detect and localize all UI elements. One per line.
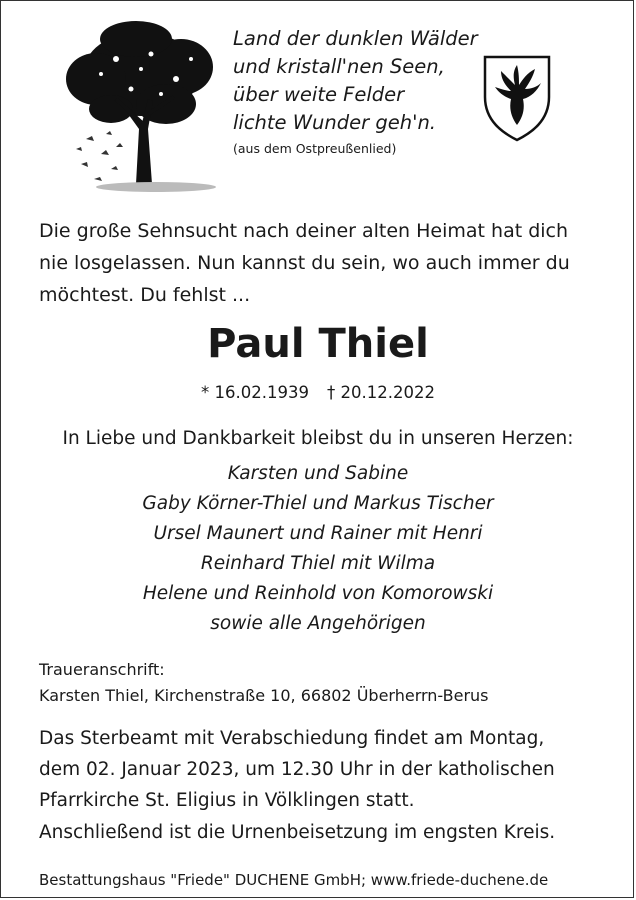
mourner-entry: Helene und Reinhold von Komorowski [142, 583, 494, 604]
intro-line: Die große Sehnsucht nach deiner alten Heimat hat dich [39, 220, 569, 242]
mourners-list [1, 459, 635, 639]
poem [233, 25, 483, 156]
burial-note: Anschließend ist die Urnenbeisetzung im engsten Kreis. [39, 822, 556, 843]
service-line: Pfarrkirche St. Eligius in Völklingen statt. [39, 790, 415, 811]
intro-line: nie losgelassen. Nun kannst du sein, wo auch immer du [39, 252, 570, 274]
tree-icon [56, 19, 226, 194]
funeral-home-footer: Bestattungshaus "Friede" DUCHENE GmbH; www.friede-duchene.de [39, 871, 549, 889]
mourner-entry: sowie alle Angehörigen [210, 613, 426, 634]
mourner-entry: Karsten und Sabine [227, 463, 409, 484]
death-date: † 20.12.2022 [327, 383, 435, 402]
address-label: Traueranschrift: [39, 660, 165, 679]
service-info [39, 723, 609, 816]
poem-line: und kristall'nen Seen, [233, 55, 445, 78]
poem-source: (aus dem Ostpreußenlied) [233, 141, 397, 156]
service-line: dem 02. Januar 2023, um 12.30 Uhr in der katholischen [39, 759, 555, 780]
mourner-entry: Ursel Maunert und Rainer mit Henri [153, 523, 483, 544]
mourner-entry: Gaby Körner-Thiel und Markus Tischer [142, 493, 494, 514]
poem-line: über weite Felder [233, 83, 405, 106]
life-dates [1, 381, 635, 405]
dedication-line: In Liebe und Dankbarkeit bleibst du in unseren Herzen: [62, 428, 574, 449]
intro-text [39, 215, 609, 311]
birth-date: * 16.02.1939 [201, 383, 309, 402]
mourning-address [39, 657, 599, 709]
elk-antler-crest-icon [481, 53, 553, 143]
deceased-name: Paul Thiel [207, 321, 429, 367]
poem-line: Land der dunklen Wälder [233, 27, 478, 50]
poem-line: lichte Wunder geh'n. [233, 111, 436, 134]
service-line: Das Sterbeamt mit Verabschiedung findet am Montag, [39, 728, 545, 749]
address-value: Karsten Thiel, Kirchenstraße 10, 66802 Überherrn-Berus [39, 686, 489, 705]
mourner-entry: Reinhard Thiel mit Wilma [200, 553, 436, 574]
intro-line: möchtest. Du fehlst ... [39, 284, 251, 306]
